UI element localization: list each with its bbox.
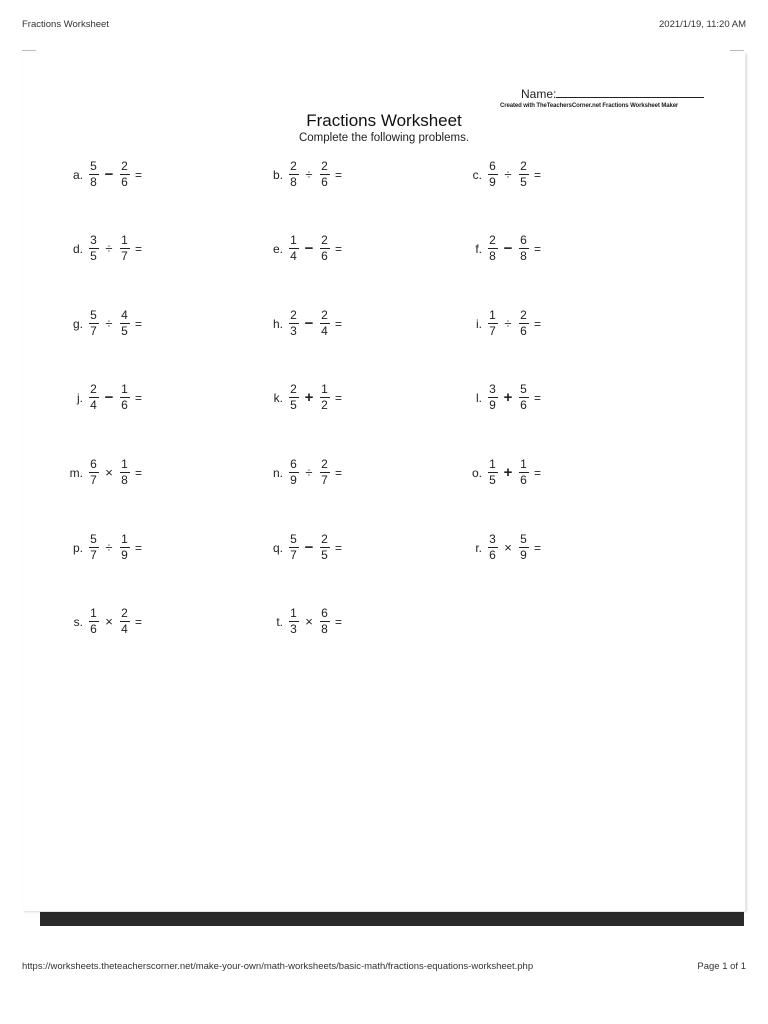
operator-symbol: − bbox=[104, 389, 114, 406]
numerator: 1 bbox=[321, 382, 328, 396]
fraction bbox=[288, 234, 299, 263]
problem-a bbox=[59, 160, 142, 189]
denominator: 4 bbox=[290, 249, 297, 263]
problem-label: p. bbox=[72, 540, 83, 555]
numerator: 3 bbox=[489, 532, 496, 546]
operator-symbol: ÷ bbox=[504, 316, 512, 331]
numerator: 1 bbox=[290, 606, 297, 620]
fraction bbox=[319, 383, 330, 412]
denominator: 7 bbox=[90, 324, 97, 338]
numerator: 1 bbox=[489, 308, 496, 322]
print-header-title: Fractions Worksheet bbox=[22, 19, 109, 30]
equals-sign: = bbox=[534, 465, 542, 480]
problem-label: o. bbox=[471, 465, 482, 480]
numerator: 2 bbox=[321, 457, 328, 471]
problem-label: k. bbox=[273, 390, 283, 405]
numerator: 4 bbox=[121, 308, 128, 322]
numerator: 5 bbox=[520, 382, 527, 396]
crop-mark-right bbox=[730, 50, 744, 51]
fraction bbox=[119, 533, 130, 562]
numerator: 5 bbox=[520, 532, 527, 546]
fraction bbox=[88, 383, 99, 412]
fraction bbox=[288, 309, 299, 338]
denominator: 7 bbox=[121, 249, 128, 263]
denominator: 8 bbox=[321, 622, 328, 636]
problem-label: g. bbox=[72, 316, 83, 331]
equals-sign: = bbox=[335, 241, 343, 256]
problem-label: f. bbox=[475, 241, 482, 256]
denominator: 8 bbox=[290, 175, 297, 189]
fraction bbox=[288, 383, 299, 412]
denominator: 8 bbox=[520, 249, 527, 263]
problem-h bbox=[259, 309, 342, 338]
problem-o bbox=[458, 458, 541, 487]
problem-label: q. bbox=[272, 540, 283, 555]
fraction bbox=[319, 607, 330, 636]
denominator: 8 bbox=[489, 249, 496, 263]
numerator: 5 bbox=[90, 159, 97, 173]
fraction bbox=[487, 160, 498, 189]
fraction bbox=[288, 533, 299, 562]
numerator: 2 bbox=[121, 606, 128, 620]
denominator: 9 bbox=[489, 175, 496, 189]
denominator: 6 bbox=[90, 622, 97, 636]
problem-label: h. bbox=[272, 316, 283, 331]
numerator: 2 bbox=[321, 308, 328, 322]
equals-sign: = bbox=[135, 465, 143, 480]
fraction bbox=[319, 234, 330, 263]
problem-s bbox=[59, 607, 142, 636]
problem-g bbox=[59, 309, 142, 338]
problem-label: i. bbox=[476, 316, 482, 331]
fraction bbox=[119, 383, 130, 412]
denominator: 6 bbox=[121, 175, 128, 189]
problem-r bbox=[458, 533, 541, 562]
problem-f bbox=[458, 234, 541, 263]
problem-label: a. bbox=[72, 167, 83, 182]
numerator: 2 bbox=[290, 159, 297, 173]
fraction bbox=[319, 160, 330, 189]
denominator: 7 bbox=[489, 324, 496, 338]
operator-symbol: ÷ bbox=[504, 167, 512, 182]
numerator: 5 bbox=[290, 532, 297, 546]
problem-label: n. bbox=[272, 465, 283, 480]
equals-sign: = bbox=[534, 241, 542, 256]
problem-j bbox=[59, 383, 142, 412]
problem-d bbox=[59, 234, 142, 263]
operator-symbol: ÷ bbox=[105, 241, 113, 256]
fraction bbox=[319, 533, 330, 562]
operator-symbol: ÷ bbox=[105, 316, 113, 331]
fraction bbox=[119, 234, 130, 263]
denominator: 7 bbox=[90, 473, 97, 487]
equals-sign: = bbox=[135, 167, 143, 182]
fraction bbox=[487, 383, 498, 412]
problem-b bbox=[259, 160, 342, 189]
print-footer bbox=[22, 961, 746, 972]
equals-sign: = bbox=[335, 614, 343, 629]
equals-sign: = bbox=[135, 316, 143, 331]
denominator: 2 bbox=[321, 398, 328, 412]
fraction bbox=[487, 309, 498, 338]
fraction bbox=[487, 234, 498, 263]
numerator: 1 bbox=[290, 233, 297, 247]
name-underline bbox=[556, 87, 704, 98]
problem-p bbox=[59, 533, 142, 562]
numerator: 1 bbox=[121, 457, 128, 471]
problem-e bbox=[259, 234, 342, 263]
page-number: Page 1 of 1 bbox=[697, 961, 746, 972]
denominator: 4 bbox=[121, 622, 128, 636]
problem-label: j. bbox=[77, 390, 83, 405]
numerator: 2 bbox=[520, 159, 527, 173]
numerator: 1 bbox=[520, 457, 527, 471]
equals-sign: = bbox=[534, 316, 542, 331]
fraction bbox=[487, 458, 498, 487]
operator-symbol: − bbox=[304, 539, 314, 556]
denominator: 6 bbox=[489, 548, 496, 562]
denominator: 9 bbox=[489, 398, 496, 412]
fraction bbox=[518, 383, 529, 412]
numerator: 3 bbox=[90, 233, 97, 247]
problem-l bbox=[458, 383, 541, 412]
equals-sign: = bbox=[335, 390, 343, 405]
fraction bbox=[288, 607, 299, 636]
name-field[interactable] bbox=[521, 87, 704, 101]
problem-n bbox=[259, 458, 342, 487]
denominator: 7 bbox=[90, 548, 97, 562]
denominator: 6 bbox=[321, 249, 328, 263]
operator-symbol: ÷ bbox=[105, 540, 113, 555]
fraction bbox=[119, 607, 130, 636]
numerator: 1 bbox=[121, 233, 128, 247]
equals-sign: = bbox=[135, 540, 143, 555]
numerator: 2 bbox=[321, 159, 328, 173]
denominator: 6 bbox=[520, 398, 527, 412]
fraction bbox=[88, 458, 99, 487]
numerator: 2 bbox=[290, 308, 297, 322]
denominator: 6 bbox=[520, 324, 527, 338]
fraction bbox=[88, 160, 99, 189]
operator-symbol: ÷ bbox=[305, 465, 313, 480]
equals-sign: = bbox=[335, 316, 343, 331]
denominator: 4 bbox=[321, 324, 328, 338]
fraction bbox=[518, 309, 529, 338]
denominator: 8 bbox=[90, 175, 97, 189]
numerator: 2 bbox=[520, 308, 527, 322]
numerator: 2 bbox=[121, 159, 128, 173]
denominator: 6 bbox=[121, 398, 128, 412]
denominator: 8 bbox=[121, 473, 128, 487]
numerator: 5 bbox=[90, 532, 97, 546]
equals-sign: = bbox=[335, 540, 343, 555]
operator-symbol: − bbox=[104, 166, 114, 183]
problem-q bbox=[259, 533, 342, 562]
problem-label: t. bbox=[276, 614, 283, 629]
denominator: 5 bbox=[520, 175, 527, 189]
equals-sign: = bbox=[135, 390, 143, 405]
equals-sign: = bbox=[135, 241, 143, 256]
denominator: 9 bbox=[520, 548, 527, 562]
problem-label: m. bbox=[69, 465, 83, 480]
problem-k bbox=[259, 383, 342, 412]
fraction bbox=[119, 458, 130, 487]
fraction bbox=[88, 533, 99, 562]
worksheet-credit: Created with TheTeachersCorner.net Fractions Worksheet Maker bbox=[500, 103, 679, 109]
numerator: 2 bbox=[489, 233, 496, 247]
numerator: 1 bbox=[121, 532, 128, 546]
denominator: 3 bbox=[290, 622, 297, 636]
numerator: 2 bbox=[321, 532, 328, 546]
fraction bbox=[518, 160, 529, 189]
numerator: 1 bbox=[121, 382, 128, 396]
numerator: 1 bbox=[90, 606, 97, 620]
numerator: 6 bbox=[520, 233, 527, 247]
operator-symbol: − bbox=[304, 315, 314, 332]
fraction bbox=[518, 234, 529, 263]
problem-label: b. bbox=[272, 167, 283, 182]
equals-sign: = bbox=[335, 167, 343, 182]
worksheet-title: Fractions Worksheet bbox=[306, 111, 462, 130]
problem-label: r. bbox=[475, 540, 482, 555]
numerator: 6 bbox=[489, 159, 496, 173]
equals-sign: = bbox=[335, 465, 343, 480]
numerator: 6 bbox=[90, 457, 97, 471]
equals-sign: = bbox=[534, 540, 542, 555]
crop-mark-left bbox=[22, 50, 36, 51]
operator-symbol: ÷ bbox=[305, 167, 313, 182]
problem-m bbox=[59, 458, 142, 487]
operator-symbol: × bbox=[305, 614, 313, 629]
fraction bbox=[319, 309, 330, 338]
name-label: Name: bbox=[521, 87, 557, 101]
print-header-datetime: 2021/1/19, 11:20 AM bbox=[659, 19, 746, 30]
problem-label: l. bbox=[476, 390, 482, 405]
operator-symbol: × bbox=[504, 540, 512, 555]
worksheet-page bbox=[23, 53, 746, 911]
problem-c bbox=[458, 160, 541, 189]
fraction bbox=[119, 160, 130, 189]
fraction bbox=[288, 458, 299, 487]
operator-symbol: − bbox=[304, 240, 314, 257]
denominator: 6 bbox=[321, 175, 328, 189]
fraction bbox=[119, 309, 130, 338]
operator-symbol: + bbox=[503, 464, 513, 481]
denominator: 6 bbox=[520, 473, 527, 487]
problem-i bbox=[458, 309, 541, 338]
fraction bbox=[518, 458, 529, 487]
numerator: 2 bbox=[90, 382, 97, 396]
denominator: 7 bbox=[290, 548, 297, 562]
problem-t bbox=[259, 607, 342, 636]
denominator: 3 bbox=[290, 324, 297, 338]
fraction bbox=[88, 607, 99, 636]
denominator: 5 bbox=[321, 548, 328, 562]
numerator: 6 bbox=[290, 457, 297, 471]
operator-symbol: + bbox=[304, 389, 314, 406]
numerator: 2 bbox=[290, 382, 297, 396]
numerator: 2 bbox=[321, 233, 328, 247]
fraction bbox=[518, 533, 529, 562]
denominator: 5 bbox=[290, 398, 297, 412]
print-header bbox=[22, 19, 746, 30]
fraction bbox=[288, 160, 299, 189]
denominator: 7 bbox=[321, 473, 328, 487]
operator-symbol: × bbox=[105, 614, 113, 629]
denominator: 5 bbox=[90, 249, 97, 263]
operator-symbol: × bbox=[105, 465, 113, 480]
operator-symbol: + bbox=[503, 389, 513, 406]
problem-label: e. bbox=[272, 241, 283, 256]
fraction bbox=[88, 309, 99, 338]
equals-sign: = bbox=[135, 614, 143, 629]
numerator: 6 bbox=[321, 606, 328, 620]
page-shadow bbox=[40, 912, 744, 926]
denominator: 5 bbox=[489, 473, 496, 487]
worksheet-instructions: Complete the following problems. bbox=[298, 132, 470, 144]
operator-symbol: − bbox=[503, 240, 513, 257]
numerator: 5 bbox=[90, 308, 97, 322]
denominator: 5 bbox=[121, 324, 128, 338]
denominator: 9 bbox=[290, 473, 297, 487]
denominator: 4 bbox=[90, 398, 97, 412]
equals-sign: = bbox=[534, 167, 542, 182]
equals-sign: = bbox=[534, 390, 542, 405]
problem-label: s. bbox=[73, 614, 83, 629]
page-url: https://worksheets.theteacherscorner.net/make-your-own/math-worksheets/basic-math/fractions-equations-worksheet.php bbox=[22, 961, 534, 972]
numerator: 3 bbox=[489, 382, 496, 396]
fraction bbox=[319, 458, 330, 487]
fraction bbox=[487, 533, 498, 562]
problem-label: d. bbox=[72, 241, 83, 256]
fraction bbox=[88, 234, 99, 263]
numerator: 1 bbox=[489, 457, 496, 471]
denominator: 9 bbox=[121, 548, 128, 562]
problem-label: c. bbox=[472, 167, 482, 182]
